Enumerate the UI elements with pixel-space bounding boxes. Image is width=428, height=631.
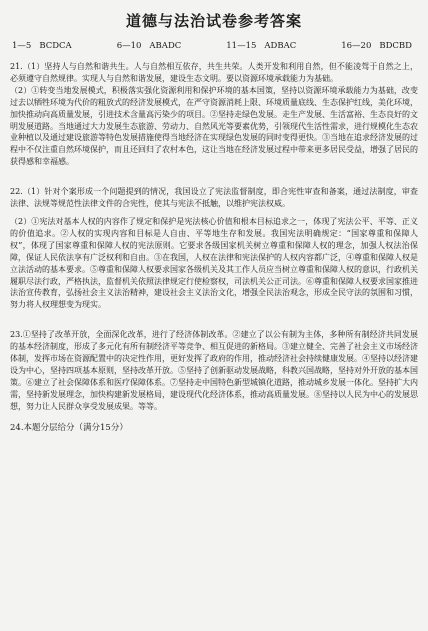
answer-letters: ABADC (149, 41, 182, 51)
answer-range: 11—15 (226, 41, 257, 51)
answer-range: 16—20 (341, 41, 372, 51)
q21-part1: 21.（1）坚持人与自然和谐共生。人与自然相互依存，共生共荣。人类开发和利用自然，但不能凌驾于自然之上，必须遵守自然规律。实现人与自然和谐发展，建设生态文明。要以资源环境承载能力为基础。 (10, 62, 418, 83)
answer-range: 1—5 (12, 41, 32, 51)
answer-letters: BDCBD (379, 41, 412, 51)
page-title: 道德与法治试卷参考答案 (125, 12, 302, 30)
answer-letters: ADBAC (264, 41, 297, 51)
answer-group-3 (226, 41, 296, 51)
q21-part2: （2）①转变当地发展模式，积极落实强化资源利用和保护环境的基本国策，坚持以资源环境承载能力为基础，改变过去以牺牲环境为代价的粗放式的经济发展模式，在严守资源消耗上限、环境质量底线、生态保护红线，美化环境，加快推动向高质量发展，引进技术含量高污染少的项目。②坚持走绿色发展。走生产发展、生活富裕、生态良好的文明发展道路。当地通过大力发展生态旅游、劳动力、自然风光等要素优势，引领现代生活性需求，进行规模化生态农业种植以及通过建设旅游等特色发展措施使得当地经济在实现绿色发展的同时变得更快。③当地在追求经济发展的过程中不仅注重自然环境保护，而且还回归了农村本色，这让当地在经济发展过程中带来更多居民受益，增强了居民的获得感和幸福感。 (10, 85, 418, 167)
multiple-choice-answers (10, 41, 418, 51)
answer-group-4 (341, 41, 412, 51)
answer-letters: BCDCA (39, 41, 72, 51)
question-22-answer (10, 186, 418, 311)
question-23-answer (10, 329, 418, 412)
q22-part2: （2）①宪法对基本人权的内容作了规定和保护是宪法核心价值和根本目标追求之一，体现了宪法公平、平等、正义的价值追求。②人权的实现内容和目标是人自由、平等地生存和发展。我国宪法明确规定：“国家尊重和保障人权”，体现了国家尊重和保障人权的宪法原则。它要求各级国家机关树立尊重和保障人权的理念，加强人权法治保障，保证人民依法享有广泛权利和自由。③在我国，人权在法律和宪法保护的人权内容都广泛，④尊重和保障人权是立法活动的基本要求。⑤尊重和保障人权要求国家各级机关及其工作人员应当树立尊重和保障人权的意识，行政机关履职尽法行政，严格执法，监督机关依照法律规定行使检察权，司法机关公正司法。⑥尊重和保障人权要求国家推进法治宣传教育，弘扬社会主义法治精神，建设社会主义法治文化，增强全民法治观念，形成全民守法的氛围和习惯，努力将人权理想变为现实。 (10, 216, 418, 310)
q23-text: 23.①坚持了改革开放，全面深化改革，进行了经济体制改革。②建立了以公有制为主体，多种所有制经济共同发展的基本经济制度，形成了多元化有所有制经济平等竞争、相互促进的新格局。③建立健全、完善了社会主义市场经济体制，发挥市场在资源配置中的决定性作用，更好发挥了政府的作用，推动经济社会持续健康发展。④坚持以经济建设为中心，坚持四项基本原则，坚持改革开放。⑤坚持了创新驱动发展战略，科教兴国战略，坚持对外开放的基本国策。⑥建立了社会保障体系和医疗保障体系。⑦坚持走中国特色新型城镇化道路，推动城乡发展一体化。坚持扩大内需，坚持新发展理念，加快构建新发展格局，建设现代化经济体系，推动高质量发展。⑧坚持以人民为中心的发展思想，努力让人民群众享受发展成果。等等。 (10, 330, 418, 411)
answer-group-1 (12, 41, 72, 51)
q22-part1: 22.（1）针对个案形成一个问题提到的情况，我国设立了宪法监督制度，即合宪性审查和备案，通过法制度，审查法律、法规等规范性法律文件的合宪性，使其与宪法不抵触，以维护宪法权威。 (10, 187, 418, 209)
question-24-heading: 24.本题分层给分（满分15分） (10, 422, 128, 433)
question-21-answer (10, 61, 418, 168)
answer-range: 6—10 (116, 41, 142, 51)
answer-group-2 (117, 41, 182, 51)
